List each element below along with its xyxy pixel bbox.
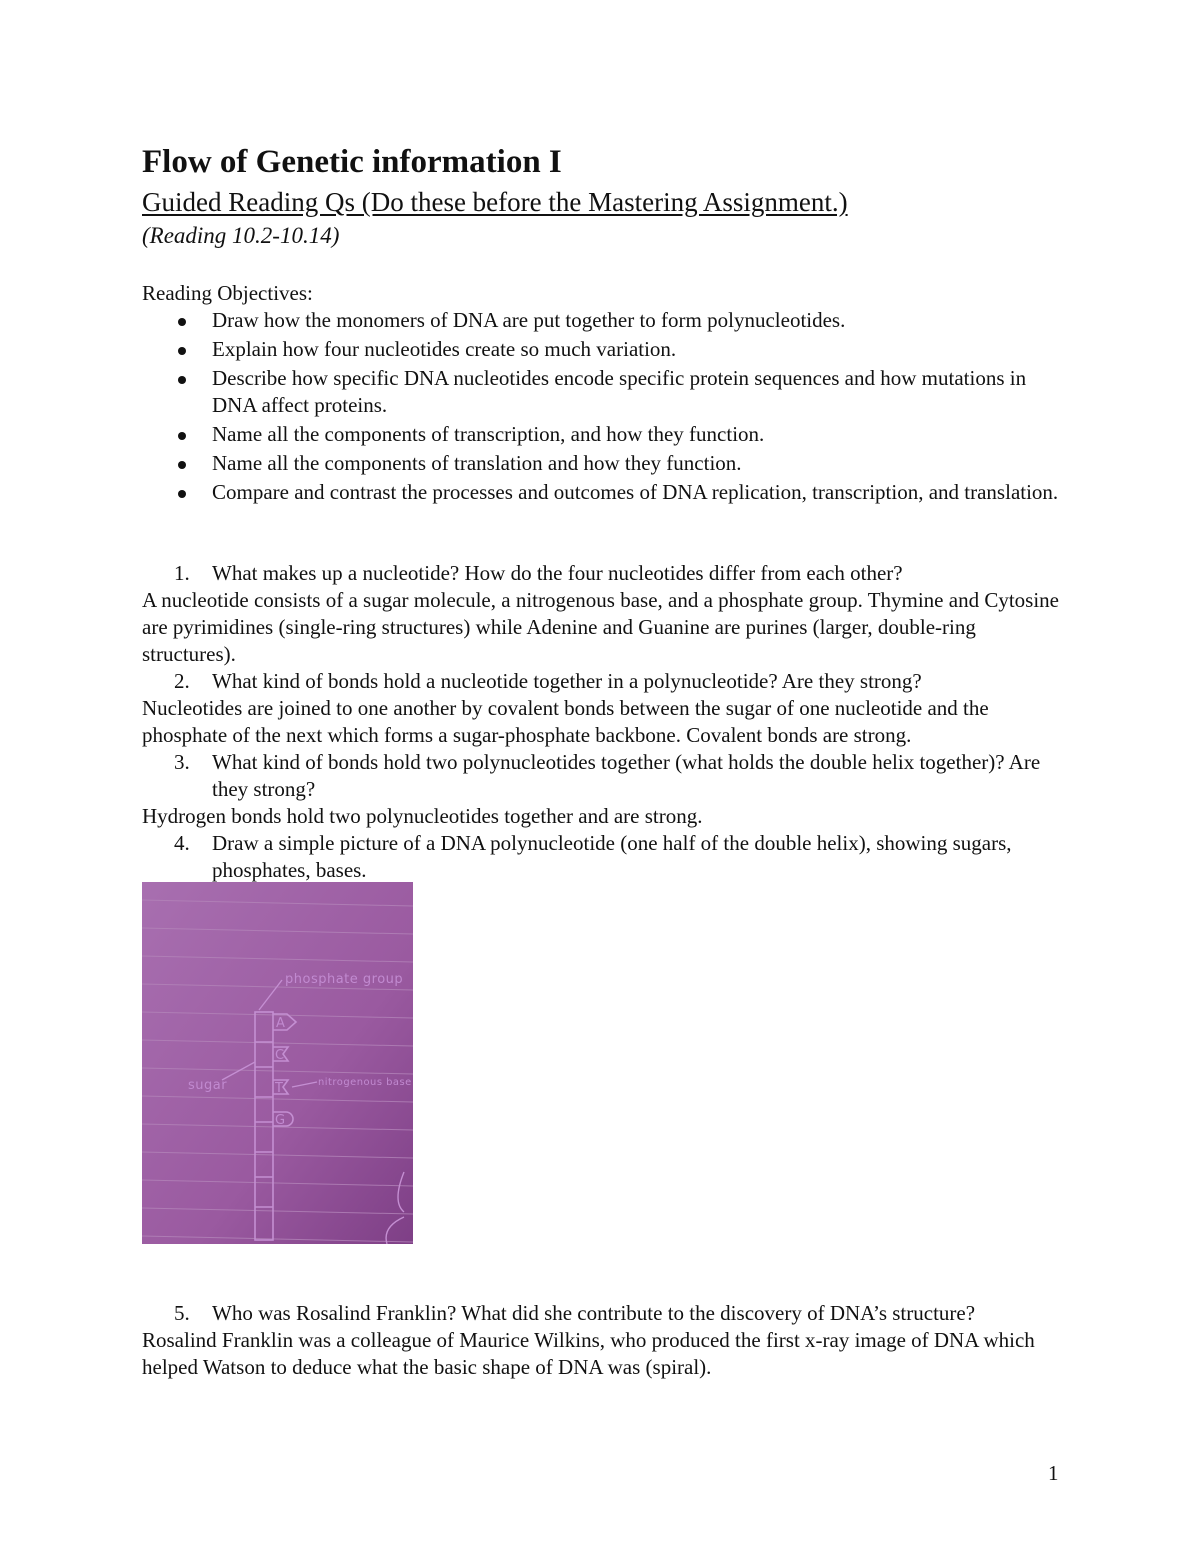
phosphate-label-text: phosphate group [285, 972, 404, 987]
objective-text: Describe how specific DNA nucleotides encode specific protein sequences and how mutations in DNA affect proteins. [212, 366, 1027, 417]
page-number: 1 [1048, 1461, 1059, 1485]
question-3 [142, 749, 1072, 803]
objectives-label: Reading Objectives: [142, 281, 313, 305]
objective-item [142, 479, 1072, 506]
objective-item [142, 450, 1072, 477]
base-letter: C [275, 1048, 285, 1063]
question-text: What makes up a nucleotide? How do the four nucleotides differ from each other? [212, 561, 903, 585]
question-number: 4. [174, 831, 190, 855]
phosphate-group-label [285, 972, 403, 987]
answer-3: Hydrogen bonds hold two polynucleotides together and are strong. [142, 804, 703, 828]
page-subtitle: Guided Reading Qs (Do these before the Mastering Assignment.) [142, 187, 848, 217]
question-5-block [142, 1300, 1072, 1381]
question-text: What kind of bonds hold two polynucleotides together (what holds the double helix together)? Are they strong? [212, 750, 1041, 801]
objective-text: Compare and contrast the processes and outcomes of DNA replication, transcription, and translation. [212, 480, 1059, 504]
question-1 [142, 560, 1072, 587]
answer-1: A nucleotide consists of a sugar molecule, a nitrogenous base, and a phosphate group. Thymine and Cytosine are pyrimidines (single-ring structures) while Adenine and Guanine are purines (larger, double-ring structures). [142, 588, 1059, 666]
bullet-icon [178, 490, 186, 498]
question-number: 2. [174, 669, 190, 693]
objective-text: Draw how the monomers of DNA are put together to form polynucleotides. [212, 308, 846, 332]
bullet-icon [178, 318, 186, 326]
objective-item [142, 421, 1072, 448]
objective-item [142, 365, 1072, 419]
question-number: 3. [174, 750, 190, 774]
page-title: Flow of Genetic information I [142, 144, 562, 180]
bullet-icon [178, 347, 186, 355]
question-2 [142, 668, 1072, 695]
question-text: Draw a simple picture of a DNA polynucleotide (one half of the double helix), showing sugars, phosphates, bases. [212, 831, 1012, 882]
question-5 [142, 1300, 1072, 1327]
objective-item [142, 336, 1072, 363]
question-4 [142, 830, 1072, 884]
answer-2: Nucleotides are joined to one another by covalent bonds between the sugar of one nucleotide and the phosphate of the next which forms a sugar-phosphate backbone. Covalent bonds are strong. [142, 696, 989, 747]
question-text: Who was Rosalind Franklin? What did she contribute to the discovery of DNA’s structure? [212, 1301, 976, 1325]
sugar-label: sugar [188, 1078, 228, 1093]
base-letter: T [275, 1081, 284, 1096]
base-letter: G [275, 1113, 286, 1128]
answer-5: Rosalind Franklin was a colleague of Maurice Wilkins, who produced the first x-ray image of DNA which helped Watson to deduce what the basic shape of DNA was (spiral). [142, 1328, 1035, 1379]
objective-text: Name all the components of translation and how they function. [212, 451, 742, 475]
question-number: 5. [174, 1301, 190, 1325]
objective-text: Name all the components of transcription, and how they function. [212, 422, 765, 446]
dna-drawing-photo [142, 882, 413, 1244]
question-number: 1. [174, 561, 190, 585]
base-letter: A [276, 1016, 286, 1031]
bullet-icon [178, 461, 186, 469]
question-text: What kind of bonds hold a nucleotide together in a polynucleotide? Are they strong? [212, 669, 922, 693]
dna-drawing [142, 882, 413, 1244]
objectives-list [142, 307, 1072, 508]
bullet-icon [178, 432, 186, 440]
objective-item [142, 307, 1072, 334]
objective-text: Explain how four nucleotides create so much variation. [212, 337, 677, 361]
questions-block [142, 560, 1072, 884]
bullet-icon [178, 376, 186, 384]
nitrogenous-base-label: nitrogenous base [318, 1077, 412, 1088]
paper-background [142, 882, 413, 1244]
reading-reference: (Reading 10.2-10.14) [142, 223, 340, 248]
